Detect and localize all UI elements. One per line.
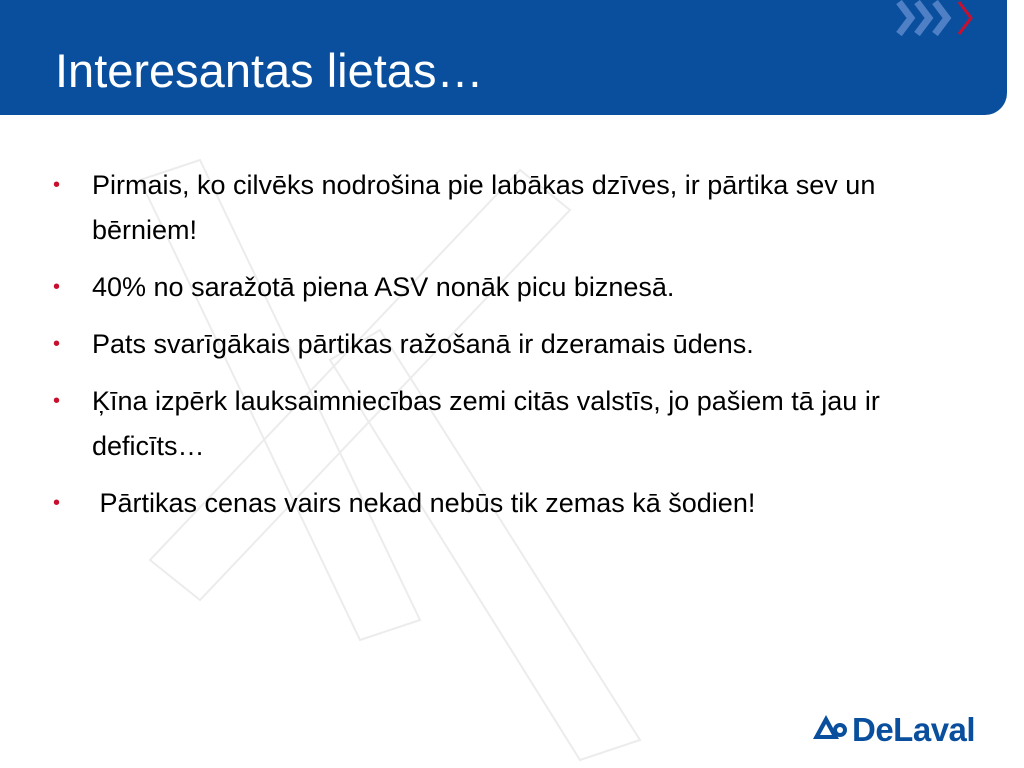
bullet-text: Pārtikas cenas vairs nekad nebūs tik zemas kā šodien! [92,488,756,518]
slide-title: Interesantas lietas… [55,44,484,97]
bullet-dot-icon: • [53,390,61,412]
bullet-list [50,163,970,538]
bullet-item [50,379,970,469]
bullet-text: 40% no saražotā piena ASV nonāk picu biznesā. [92,272,675,302]
chevron-arrows-icon [895,0,990,40]
delaval-logo-icon [812,713,848,747]
bullet-text: Pirmais, ko cilvēks nodrošina pie labākas dzīves, ir pārtika sev un bērniem! [92,170,876,245]
bullet-text: Pats svarīgākais pārtikas ražošanā ir dzeramais ūdens. [92,329,754,359]
bullet-dot-icon: • [53,276,61,298]
title-bar [0,0,1007,115]
bullet-item [50,265,970,310]
bullet-item [50,163,970,253]
logo-wordmark: DeLaval [852,711,976,748]
bullet-item [50,322,970,367]
bullet-dot-icon: • [53,492,61,514]
bullet-text: Ķīna izpērk lauksaimniecības zemi citās valstīs, jo pašiem tā jau ir deficīts… [92,386,880,461]
bullet-dot-icon: • [53,333,61,355]
bullet-item [50,481,970,526]
bullet-dot-icon: • [53,174,61,196]
